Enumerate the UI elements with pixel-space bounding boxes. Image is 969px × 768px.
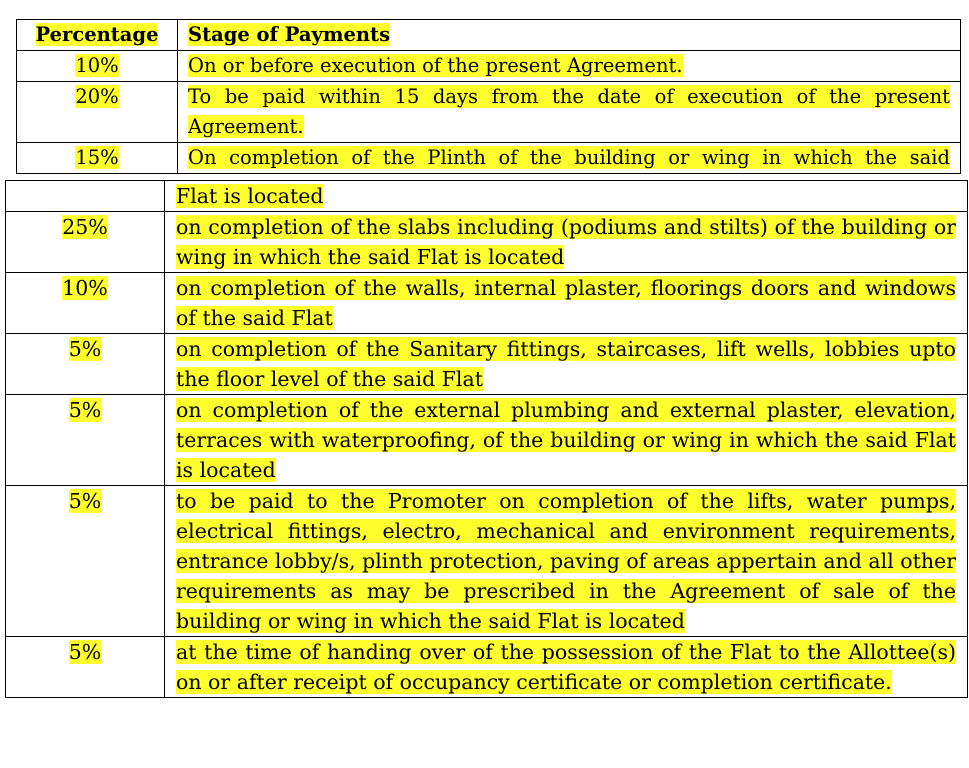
stage-cell — [178, 82, 961, 143]
stage-cell — [165, 395, 968, 486]
stage-text: to be paid to the Promoter on completion of the lifts, water pumps, electrical fittings, electro, mechanical and environment requirements, entrance lobby/s, plinth protection, paving of areas appertain and all other requirements as may be prescribed in the Agreement of sale of the building or wing in which the said Flat is located — [176, 489, 956, 633]
table-row — [17, 51, 961, 82]
stage-cell — [165, 637, 968, 698]
stage-text: On or before execution of the present Agreement. — [188, 54, 683, 77]
percentage-value: 10% — [75, 54, 119, 77]
percentage-cell — [17, 82, 178, 143]
stage-cell — [178, 51, 961, 82]
percentage-cell — [6, 486, 165, 637]
table-row — [17, 143, 961, 174]
percentage-value: 5% — [68, 489, 102, 513]
table-row — [17, 82, 961, 143]
stage-header-text: Stage of Payments — [188, 23, 391, 46]
percentage-value: 5% — [68, 398, 102, 422]
stage-text: on completion of the Sanitary fittings, staircases, lift wells, lobbies upto the floor level of the said Flat — [176, 337, 956, 391]
stage-cell — [165, 181, 968, 212]
table-row — [6, 637, 968, 698]
stage-cell — [165, 273, 968, 334]
table-row — [6, 273, 968, 334]
table-row — [6, 395, 968, 486]
stage-cell — [165, 334, 968, 395]
percentage-value: 20% — [75, 85, 119, 108]
stage-cell — [165, 486, 968, 637]
percentage-cell — [6, 395, 165, 486]
percentage-cell — [17, 143, 178, 174]
table-row — [6, 334, 968, 395]
percentage-cell — [6, 334, 165, 395]
percentage-column-header — [17, 20, 178, 51]
stage-text: on completion of the slabs including (podiums and stilts) of the building or wing in which the said Flat is located — [176, 215, 956, 269]
stage-text: at the time of handing over of the possession of the Flat to the Allottee(s) on or after receipt of occupancy certificate or completion certificate. — [176, 640, 956, 694]
table-row — [6, 181, 968, 212]
percentage-cell — [6, 181, 165, 212]
stage-column-header — [178, 20, 961, 51]
percentage-value: 15% — [75, 146, 119, 169]
payment-schedule-table-top — [16, 19, 961, 174]
percentage-cell — [6, 637, 165, 698]
stage-cell — [165, 212, 968, 273]
percentage-cell — [17, 51, 178, 82]
table-row — [6, 212, 968, 273]
stage-text: On completion of the Plinth of the building or wing in which the said — [188, 146, 950, 169]
payment-schedule-table-bottom — [5, 180, 968, 698]
table-row — [6, 486, 968, 637]
percentage-cell — [6, 273, 165, 334]
percentage-value: 10% — [62, 276, 108, 300]
table-header-row — [17, 20, 961, 51]
stage-cell — [178, 143, 961, 174]
stage-text: To be paid within 15 days from the date of execution of the present Agreement. — [188, 85, 950, 138]
stage-text: on completion of the external plumbing and external plaster, elevation, terraces with waterproofing, of the building or wing in which the said Flat is located — [176, 398, 956, 482]
percentage-value: 5% — [68, 337, 102, 361]
stage-text: Flat is located — [176, 184, 324, 208]
stage-text: on completion of the walls, internal plaster, floorings doors and windows of the said Flat — [176, 276, 956, 330]
percentage-value: 25% — [62, 215, 108, 239]
percentage-header-text: Percentage — [35, 23, 159, 46]
percentage-cell — [6, 212, 165, 273]
percentage-value: 5% — [68, 640, 102, 664]
